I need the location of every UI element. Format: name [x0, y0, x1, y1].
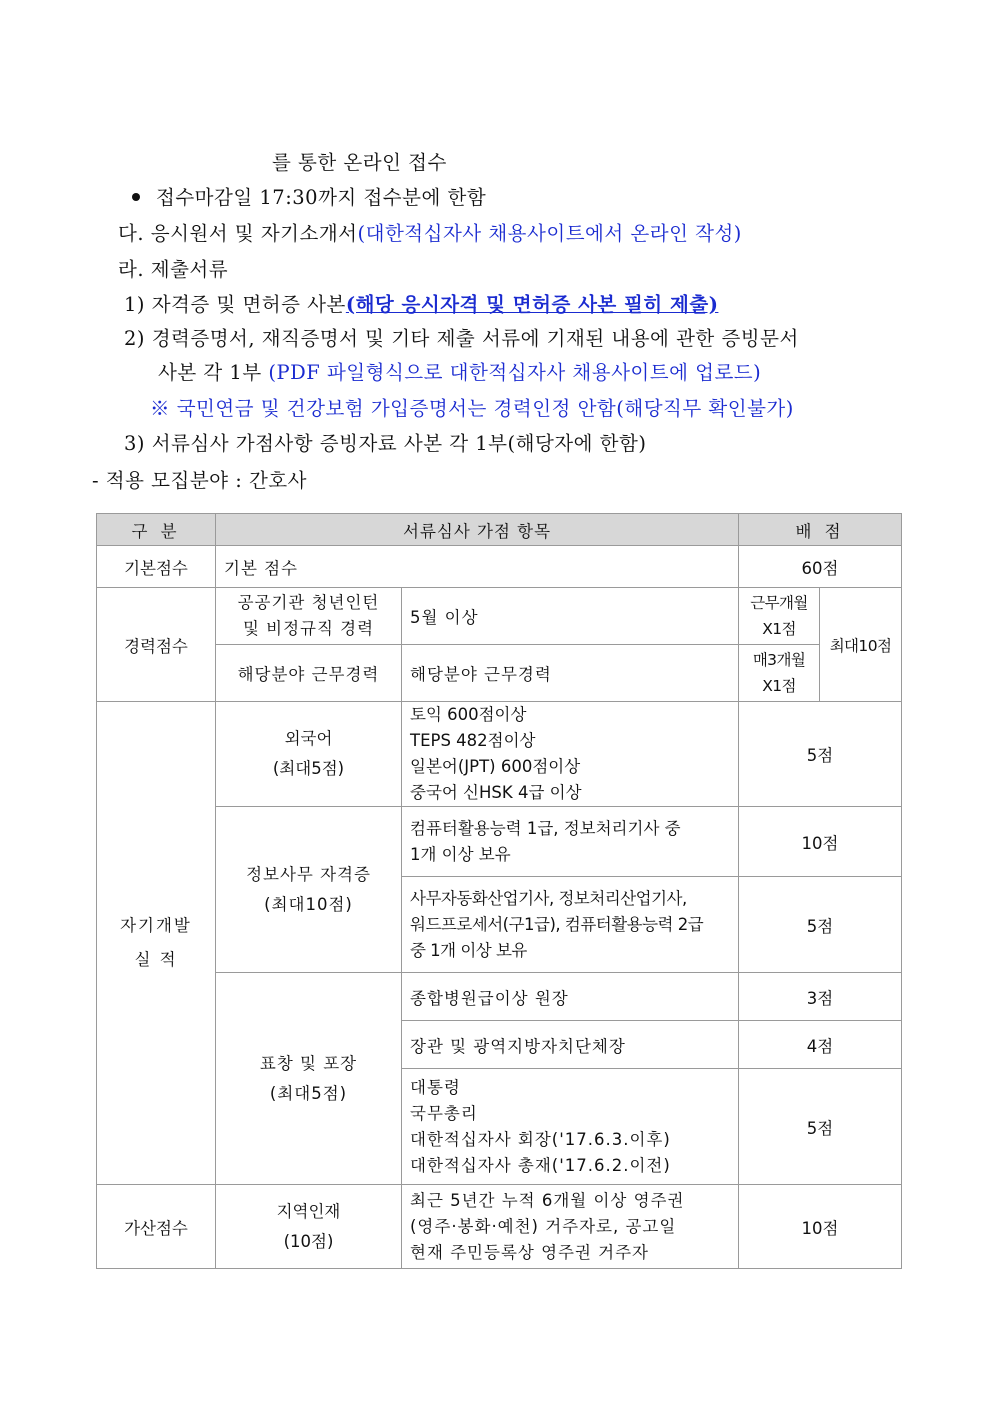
- table-row-basic: [97, 546, 902, 588]
- table-row-bonus: [97, 1185, 902, 1269]
- it-cert-item-1: 컴퓨터활용능력 1급, 정보처리기사 중 1개 이상 보유: [402, 807, 739, 877]
- award-item-1: 종합병원급이상 원장: [402, 973, 739, 1021]
- basic-score: 60점: [739, 546, 902, 588]
- career-field-experience-type: 해당분야 근무경력: [216, 645, 402, 702]
- award-item-2: 장관 및 광역지방자치단체장: [402, 1021, 739, 1069]
- text-line-license-copy: 1) 자격증 및 면허증 사본(해당 응시자격 및 면허증 사본 필히 제출): [124, 293, 719, 316]
- career-public-intern: 공공기관 청년인턴 및 비정규직 경력: [216, 588, 402, 645]
- bullet-icon: [132, 193, 140, 201]
- table-row-award-1: [97, 973, 902, 1021]
- career-max-score: 최대10점: [820, 588, 902, 702]
- award-score-3: 5점: [739, 1069, 902, 1185]
- career-five-months: 5월 이상: [402, 588, 739, 645]
- career-quarterly-rate: 매3개월 X1점: [739, 645, 820, 702]
- career-field-experience-item: 해당분야 근무경력: [402, 645, 739, 702]
- career-category: 경력점수: [97, 588, 216, 702]
- award-score-2: 4점: [739, 1021, 902, 1069]
- it-cert-item-2: 사무자동화산업기사, 정보처리산업기사, 워드프로세서(구1급), 컴퓨터활용능력 2급 중 1개 이상 보유: [402, 877, 739, 973]
- text-line-online-receipt: 를 통한 온라인 접수: [272, 151, 447, 174]
- screening-score-table: [96, 513, 902, 1269]
- table-row-it-cert-1: [97, 807, 902, 877]
- it-cert-label: 정보사무 자격증 (최대10점): [216, 807, 402, 973]
- career-monthly-rate: 근무개월 X1점: [739, 588, 820, 645]
- table-row-foreign-language: [97, 702, 902, 807]
- text-line-documents-heading: 라. 제출서류: [118, 258, 229, 281]
- bonus-label: 지역인재 (10점): [216, 1185, 402, 1269]
- text-line-pdf-upload: 사본 각 1부 (PDF 파일형식으로 대한적십자사 채용사이트에 업로드): [158, 361, 762, 384]
- foreign-language-items: 토익 600점이상 TEPS 482점이상 일본어(JPT) 600점이상 중국어 신HSK 4급 이상: [402, 702, 739, 807]
- award-label: 표창 및 포장 (최대5점): [216, 973, 402, 1185]
- header-score: 배 점: [739, 514, 902, 546]
- table-row-career-1: [97, 588, 902, 645]
- foreign-language-label: 외국어 (최대5점): [216, 702, 402, 807]
- table-row-career-2: [97, 645, 902, 702]
- it-cert-score-1: 10점: [739, 807, 902, 877]
- text-line-application-form: 다. 응시원서 및 자기소개서(대한적십자사 채용사이트에서 온라인 작성): [118, 222, 742, 245]
- award-score-1: 3점: [739, 973, 902, 1021]
- text-line-deadline: 접수마감일 17:30까지 접수분에 한함: [132, 182, 486, 210]
- self-dev-category: 자기개발 실 적: [97, 702, 216, 1185]
- bonus-category: 가산점수: [97, 1185, 216, 1269]
- text-line-bonus-evidence: 3) 서류심사 가점사항 증빙자료 사본 각 1부(해당자에 한함): [124, 432, 647, 455]
- award-item-3: 대통령 국무총리 대한적십자사 회장('17.6.3.이후) 대한적십자사 총재('17.6.2.이전): [402, 1069, 739, 1185]
- bonus-score: 10점: [739, 1185, 902, 1269]
- it-cert-score-2: 5점: [739, 877, 902, 973]
- header-category: 구 분: [97, 514, 216, 546]
- header-items: 서류심사 가점 항목: [216, 514, 739, 546]
- bonus-item: 최근 5년간 누적 6개월 이상 영주권 (영주·봉화·예천) 거주자로, 공고일 현재 주민등록상 영주권 거주자: [402, 1185, 739, 1269]
- text-line-career-certificate: 2) 경력증명서, 재직증명서 및 기타 제출 서류에 기재된 내용에 관한 증빙문서: [124, 327, 799, 350]
- basic-category: 기본점수: [97, 546, 216, 588]
- basic-item: 기본 점수: [216, 546, 739, 588]
- text-line-pension-note: ※ 국민연금 및 건강보험 가입증명서는 경력인정 안함(해당직무 확인불가): [150, 397, 794, 420]
- table-header-row: [97, 514, 902, 546]
- text-line-target-field: - 적용 모집분야 : 간호사: [92, 469, 307, 492]
- foreign-language-score: 5점: [739, 702, 902, 807]
